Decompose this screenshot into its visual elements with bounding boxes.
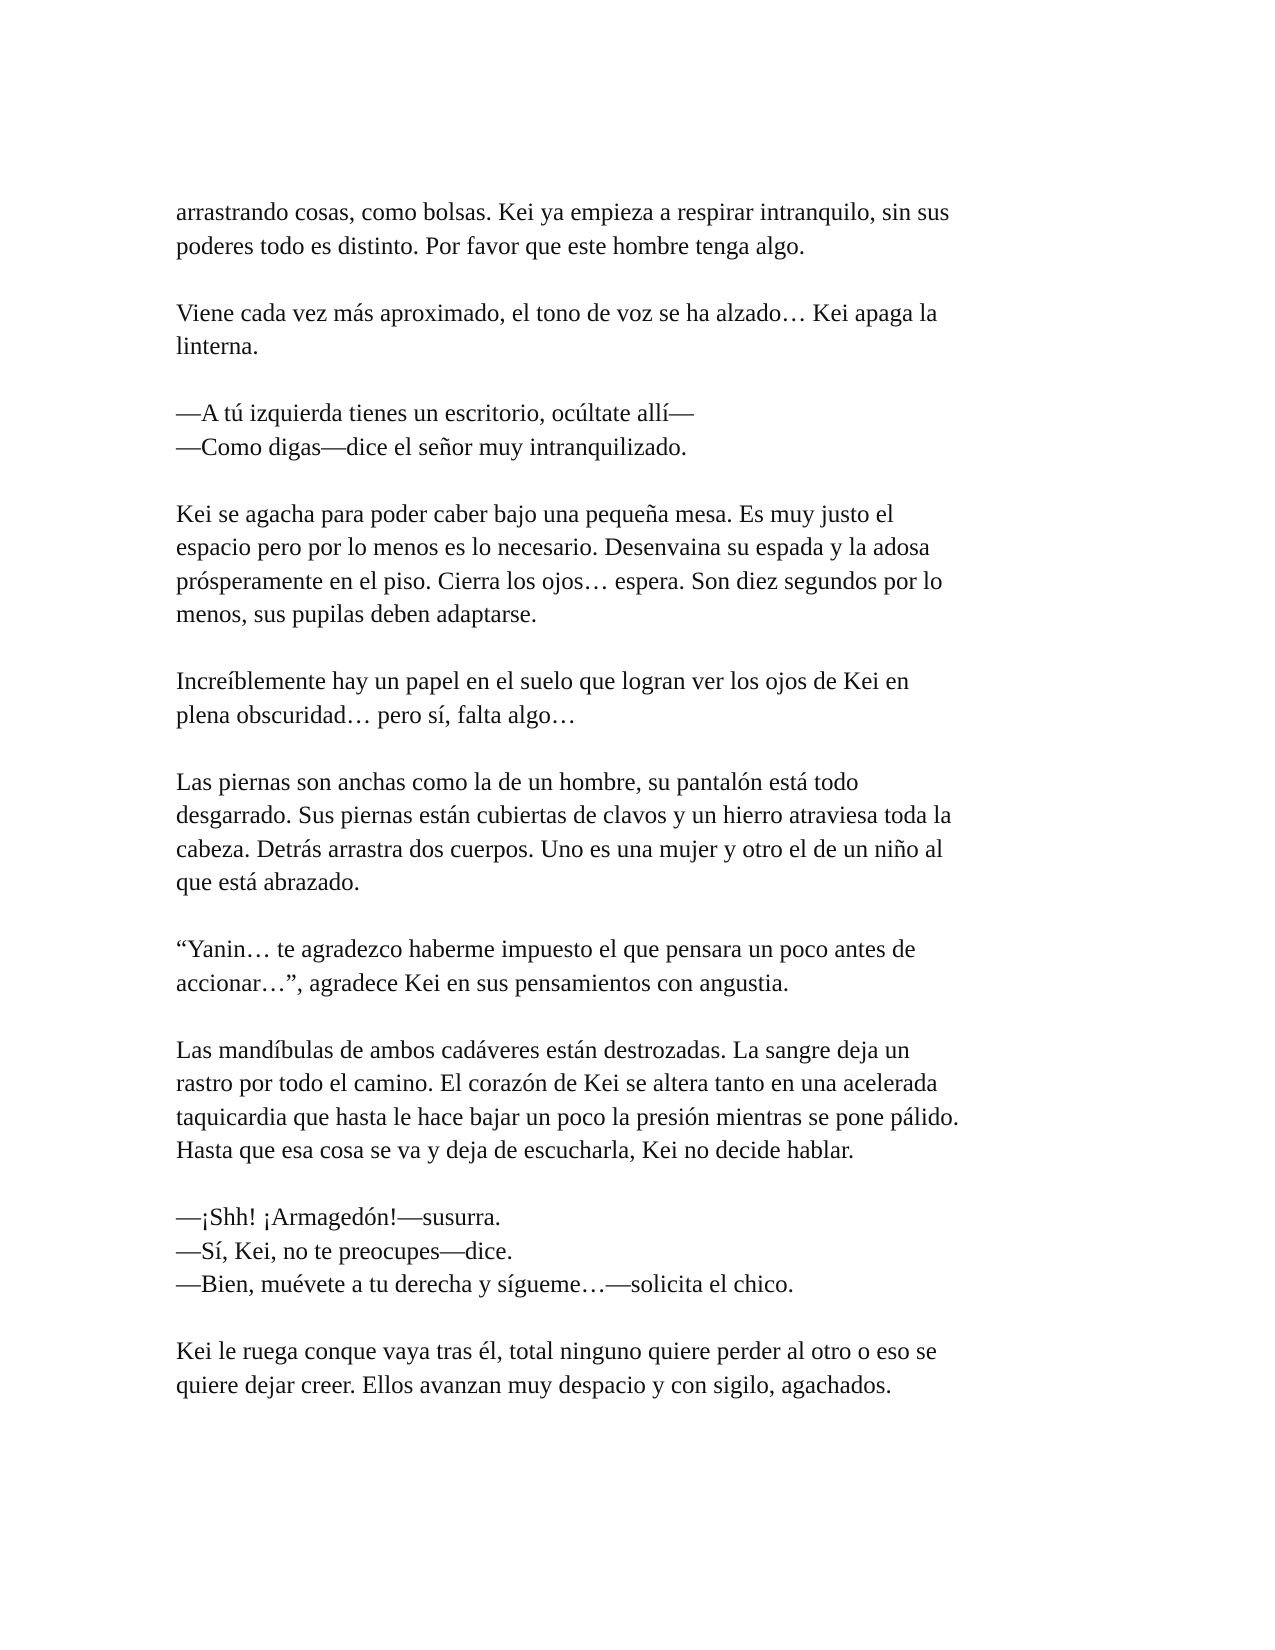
text-line: accionar…”, agradece Kei en sus pensamientos con angustia.: [176, 969, 789, 997]
text-line: Viene cada vez más aproximado, el tono de voz se ha alzado… Kei apaga la: [176, 299, 938, 327]
text-line: cabeza. Detrás arrastra dos cuerpos. Uno es una mujer y otro el de un niño al: [176, 835, 944, 863]
paragraph-3-dialogue: [176, 397, 1096, 464]
dialogue-line: —A tú izquierda tienes un escritorio, ocúltate allí—: [176, 400, 694, 427]
text-line: desgarrado. Sus piernas están cubiertas de clavos y un hierro atraviesa toda la: [176, 802, 952, 829]
text-line: Las mandíbulas de ambos cadáveres están destrozadas. La sangre deja un: [176, 1036, 910, 1064]
text-line: Kei le ruega conque vaya tras él, total ninguno quiere perder al otro o eso se: [176, 1338, 937, 1365]
text-line: menos, sus pupilas deben adaptarse.: [176, 601, 538, 628]
text-line: espacio pero por lo menos es lo necesario. Desenvaina su espada y la adosa: [176, 534, 930, 561]
dialogue-line: —Bien, muévete a tu derecha y sígueme…—solicita el chico.: [176, 1271, 794, 1298]
text-line: linterna.: [176, 333, 259, 360]
text-line: poderes todo es distinto. Por favor que este hombre tenga algo.: [176, 232, 806, 260]
paragraph-9-dialogue: [176, 1201, 1096, 1302]
text-line: Kei se agacha para poder caber bajo una pequeña mesa. Es muy justo el: [176, 500, 894, 528]
paragraph-10: [176, 1335, 1096, 1402]
document-page: [176, 196, 1096, 1436]
paragraph-6: [176, 766, 1096, 900]
text-line: prósperamente en el piso. Cierra los ojos… espera. Son diez segundos por lo: [176, 567, 943, 595]
dialogue-line: —¡Shh! ¡Armagedón!—susurra.: [176, 1204, 501, 1231]
text-line: Las piernas son anchas como la de un hombre, su pantalón está todo: [176, 768, 859, 796]
text-line: “Yanin… te agradezco haberme impuesto el que pensara un poco antes de: [176, 936, 916, 963]
text-line: que está abrazado.: [176, 869, 360, 896]
text-line: arrastrando cosas, como bolsas. Kei ya empieza a respirar intranquilo, sin sus: [176, 199, 950, 226]
text-line: rastro por todo el camino. El corazón de Kei se altera tanto en una acelerada: [176, 1070, 938, 1097]
text-line: plena obscuridad… pero sí, falta algo…: [176, 701, 576, 729]
paragraph-4: [176, 498, 1096, 632]
text-line: quiere dejar creer. Ellos avanzan muy despacio y con sigilo, agachados.: [176, 1371, 892, 1399]
paragraph-8: [176, 1034, 1096, 1168]
dialogue-line: —Sí, Kei, no te preocupes—dice.: [176, 1237, 513, 1265]
text-line: taquicardia que hasta le hace bajar un poco la presión mientras se pone pálido.: [176, 1103, 960, 1131]
text-line: Hasta que esa cosa se va y deja de escucharla, Kei no decide hablar.: [176, 1137, 855, 1164]
text-line: Increíblemente hay un papel en el suelo que logran ver los ojos de Kei en: [176, 668, 910, 695]
paragraph-5: [176, 665, 1096, 732]
dialogue-line: —Como digas—dice el señor muy intranquilizado.: [176, 433, 688, 461]
paragraph-1: [176, 196, 1096, 263]
paragraph-2: [176, 297, 1096, 364]
paragraph-7-thought: [176, 933, 1096, 1000]
